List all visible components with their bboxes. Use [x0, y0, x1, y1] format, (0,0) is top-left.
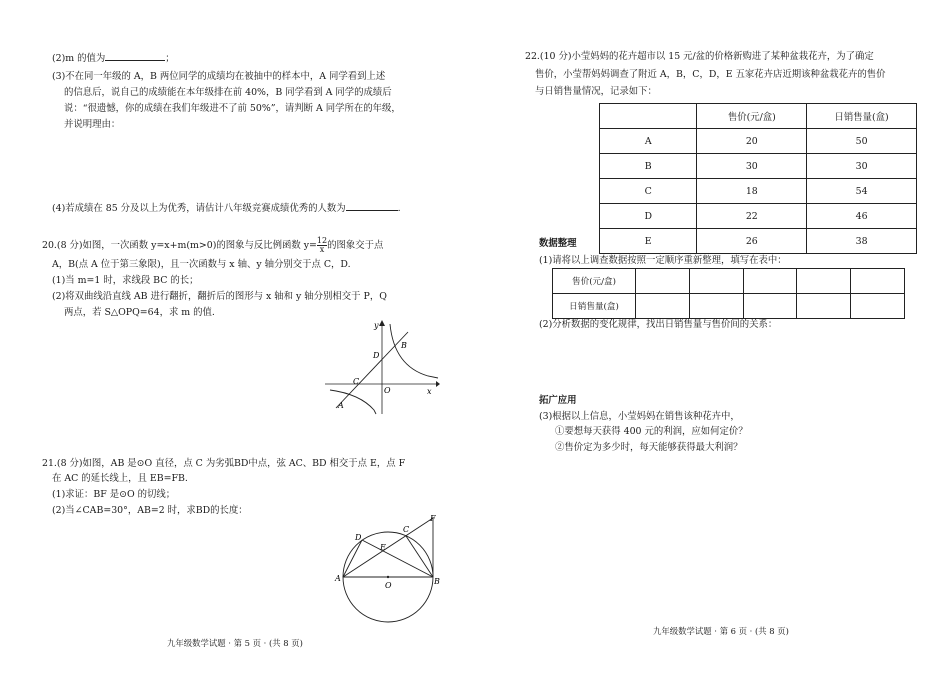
q21-line1: 21.(8 分)如图，AB 是⊙O 直径，点 C 为劣弧BD中点，弦 AC、BD 相交于点 E，点 F — [42, 458, 406, 469]
label-d: D — [373, 351, 380, 360]
table-row — [600, 229, 917, 254]
center-point — [387, 576, 389, 578]
label-x: x — [427, 387, 432, 396]
fill-cell[interactable] — [636, 269, 690, 294]
q19-part4 — [52, 200, 401, 215]
y-axis-arrow — [379, 320, 385, 326]
line-ab — [336, 332, 408, 408]
frac-den: x — [319, 245, 325, 254]
q19-part2-end: ； — [165, 53, 175, 64]
fill-cell[interactable] — [743, 294, 797, 319]
table-row — [600, 154, 917, 179]
fill-cell[interactable] — [797, 294, 851, 319]
table-row — [600, 129, 917, 154]
table-cell: A — [600, 129, 697, 154]
label-e: E — [380, 543, 386, 552]
answer-blank — [346, 200, 398, 211]
q21-line3: (1)求证：BF 是⊙O 的切线； — [52, 489, 176, 500]
answer-blank — [105, 50, 165, 61]
label-d: D — [355, 533, 362, 542]
label-c: C — [403, 525, 410, 534]
q20-line3: (1)当 m=1 时，求线段 BC 的长； — [52, 275, 199, 286]
line-af — [343, 518, 433, 577]
label-f: F — [430, 514, 436, 523]
q22-part3-2: ②售价定为多少时，每天能够获得最大利润？ — [555, 442, 743, 453]
q22-part3: (3)根据以上信息，小莹妈妈在销售该种花卉中， — [539, 411, 740, 422]
table-cell: 38 — [807, 229, 917, 254]
section-data-organize: 数据整理 — [539, 238, 577, 249]
right-page — [475, 0, 950, 673]
fill-cell[interactable] — [636, 294, 690, 319]
table-row — [600, 179, 917, 204]
fill-row-label: 售价(元/盒) — [553, 269, 636, 294]
table-cell: 30 — [697, 154, 807, 179]
section-application: 拓广应用 — [539, 395, 577, 406]
fill-table — [552, 268, 905, 319]
chord-bc — [406, 536, 433, 577]
label-c: C — [353, 377, 360, 386]
q22-part1: (1)请将以上调查数据按照一定顺序重新整理，填写在表中： — [539, 255, 787, 266]
fill-cell[interactable] — [851, 294, 905, 319]
label-y: y — [374, 321, 379, 330]
q20-line2: A，B(点 A 位于第三象限)，且一次函数与 x 轴、y 轴分别交于点 C，D. — [52, 259, 351, 270]
q22-part2: (2)分析数据的变化规律，找出日销售量与售价间的关系： — [539, 319, 778, 330]
survey-table — [599, 103, 917, 254]
label-a: A — [338, 401, 344, 410]
fill-row — [553, 294, 905, 319]
table-cell: 20 — [697, 129, 807, 154]
table-cell: 22 — [697, 204, 807, 229]
table-header-row — [600, 104, 917, 129]
fill-row-label: 日销售量(盒) — [553, 294, 636, 319]
q21-figure — [330, 512, 448, 630]
fill-cell[interactable] — [743, 269, 797, 294]
q20-figure — [320, 318, 440, 416]
table-cell: D — [600, 204, 697, 229]
table-cell: 54 — [807, 179, 917, 204]
q20-line1-b: 的图象交于点 — [327, 240, 384, 251]
q20-line1-a: 20.(8 分)如图，一次函数 y=x+m(m>0)的图象与反比例函数 y= — [42, 240, 317, 251]
q21-line2: 在 AC 的延长线上，且 EB=FB. — [52, 473, 188, 484]
q20-line4: (2)将双曲线沿直线 AB 进行翻折，翻折后的图形与 x 轴和 y 轴分别相交于 P，Q — [52, 291, 387, 302]
q19-part2 — [52, 50, 175, 65]
q19-part3-line2: 的信息后，说自己的成绩能在本年级排在前 40%，B 同学看到 A 同学的成绩后 — [64, 87, 392, 98]
label-b: B — [434, 577, 440, 586]
q19-part2-label: (2)m 的值为 — [52, 53, 106, 64]
table-cell: B — [600, 154, 697, 179]
q20-line5: 两点，若 S△OPQ=64，求 m 的值. — [64, 307, 215, 318]
fill-row — [553, 269, 905, 294]
fill-cell[interactable] — [851, 269, 905, 294]
label-o: O — [384, 386, 391, 395]
q20-line1 — [42, 237, 383, 254]
page-footer: 九年级数学试题 · 第 5 页 · (共 8 页) — [167, 638, 303, 648]
x-axis-arrow — [436, 381, 440, 387]
table-cell: 18 — [697, 179, 807, 204]
table-cell: E — [600, 229, 697, 254]
table-cell: 46 — [807, 204, 917, 229]
label-o: O — [385, 581, 392, 590]
hyperbola-branch-2 — [330, 390, 376, 414]
hyperbola-branch-1 — [390, 324, 438, 378]
q19-part3-line4: 并说明理由： — [64, 119, 121, 130]
table-header-cell: 售价(元/盒) — [697, 104, 807, 129]
table-cell: C — [600, 179, 697, 204]
q22-line3: 与日销售量情况，记录如下： — [535, 86, 657, 97]
table-row — [600, 204, 917, 229]
fill-cell[interactable] — [689, 269, 743, 294]
page-footer: 九年级数学试题 · 第 6 页 · (共 8 页) — [653, 626, 789, 636]
table-cell: 30 — [807, 154, 917, 179]
chord-bd — [362, 540, 433, 577]
q19-part3-line1: (3)不在同一年级的 A，B 两位同学的成绩均在被抽中的样本中，A 同学看到上述 — [52, 71, 386, 82]
fraction — [317, 237, 327, 254]
chord-ad — [343, 540, 362, 577]
label-a: A — [335, 574, 341, 583]
frac-num: 12 — [316, 236, 328, 245]
table-header-cell: 日销售量(盒) — [807, 104, 917, 129]
q19-part4-label: (4)若成绩在 85 分及以上为优秀，请估计八年级竞赛成绩优秀的人数为 — [52, 203, 346, 214]
q21-line4: (2)当∠CAB=30°，AB=2 时，求BD的长度： — [52, 505, 248, 516]
q19-part3-line3: 说：“很遗憾，你的成绩在我们年级进不了前 50%”，请判断 A 同学所在的年级， — [64, 103, 401, 114]
label-b: B — [401, 341, 407, 350]
table-cell: 50 — [807, 129, 917, 154]
table-header-cell — [600, 104, 697, 129]
q22-line2: 售价，小莹帮妈妈调查了附近 A，B，C，D，E 五家花卉店近期该种盆栽花卉的售价 — [535, 69, 886, 80]
fill-cell[interactable] — [689, 294, 743, 319]
fill-cell[interactable] — [797, 269, 851, 294]
q22-line1: 22.(10 分)小莹妈妈的花卉超市以 15 元/盆的价格新购进了某种盆栽花卉，为了确定 — [525, 51, 874, 62]
table-cell: 26 — [697, 229, 807, 254]
q19-part4-end: . — [397, 203, 401, 214]
q22-part3-1: ①要想每天获得 400 元的利润，应如何定价？ — [555, 426, 748, 437]
